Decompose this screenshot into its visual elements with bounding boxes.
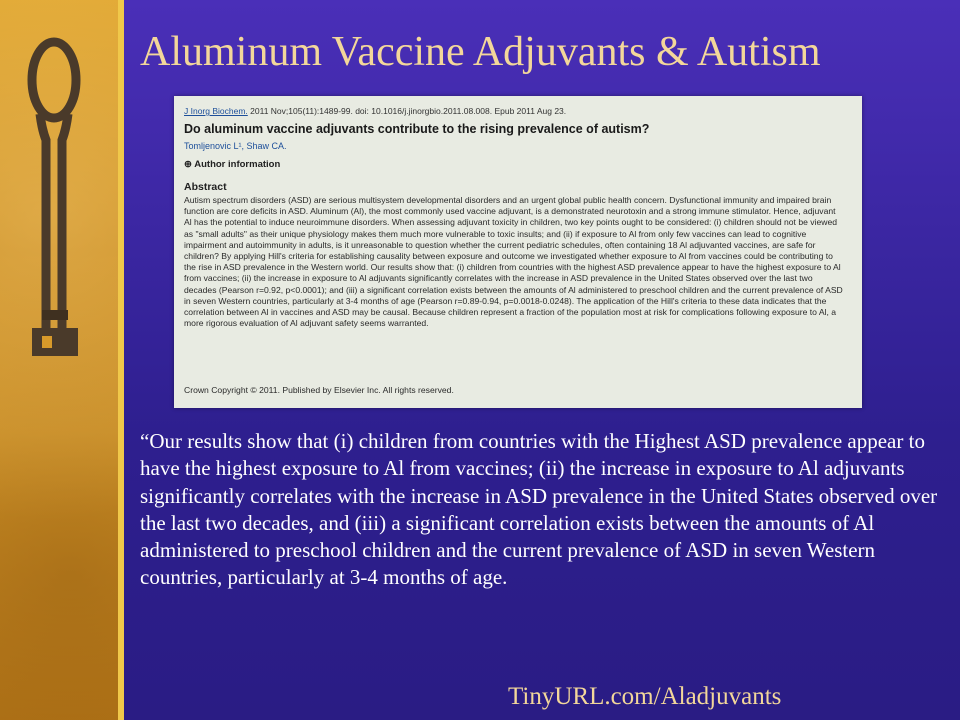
abstract-text: Autism spectrum disorders (ASD) are serious multisystem developmental disorders and an urgent global public health concern. Dysfunctional immunity and impaired brain function are core deficits in ASD. Aluminum (Al), the most commonly used vaccine adjuvant, is a demonstrated neurotoxin and a strong immune stimulator. Hence, adjuvant Al has the potential to induce neuroimmune disorders. When assessing adjuvant toxicity in children, two key points ought to be considered: (i) children should not be viewed as "small adults" as their unique physiology makes them much more vulnerable to toxic insults; and (ii) if exposure to Al from only few vaccines can lead to cognitive impairment and autoimmunity in adults, is it unreasonable to question whether the current pediatric schedules, often containing 18 Al adjuvanted vaccines, are safe for children? By applying Hill's criteria for establishing causality between exposure and outcome we investigated whether exposure to Al from vaccines could be contributing to the rise in ASD prevalence in the Western world. Our results show that: (i) children from countries with the highest ASD prevalence appear to have the highest exposure to Al from vaccines; (ii) the increase in exposure to Al adjuvants significantly correlates with the increase in ASD prevalence in the United States observed over the last two decades (Pearson r=0.92, p<0.0001); and (iii) a significant correlation exists between the amounts of Al administered to preschool children and the current prevalence of ASD in seven Western countries, particularly at 3-4 months of age (Pearson r=0.89-0.94, p=0.0018-0.0248). The application of the Hill's criteria to these data indicates that the correlation between Al in vaccines and ASD may be causal. Because children represent a fraction of the population most at risk for complications following exposure to Al, a more rigorous evaluation of Al adjuvant safety seems warranted. — [184, 195, 843, 329]
paper-abstract-image — [174, 96, 862, 408]
paper-authors[interactable]: Tomljenovic L¹, Shaw CA. — [184, 141, 287, 151]
footer-url[interactable]: TinyURL.com/Aladjuvants — [508, 683, 782, 710]
highlighted-quote: “Our results show that (i) children from countries with the Highest ASD prevalence appear to have the highest exposure to Al from vaccines; (ii) the increase in exposure to Al adjuvants significantly correlates with the increase in ASD prevalence in the United States observed over the last two decades, and (iii) a significant correlation exists between the amounts of Al administered to preschool children and the current prevalence of ASD in seven Western countries, particularly at 3-4 months of age. — [140, 429, 938, 590]
antique-key-icon — [12, 30, 112, 360]
author-information-toggle[interactable]: ⊕ Author information — [184, 159, 281, 170]
paper-title: Do aluminum vaccine adjuvants contribute to the rising prevalence of autism? — [184, 122, 650, 136]
citation-line — [184, 106, 566, 116]
journal-link[interactable]: J Inorg Biochem. — [184, 106, 248, 116]
citation-details: 2011 Nov;105(11):1489-99. doi: 10.1016/j.jinorgbio.2011.08.008. Epub 2011 Aug 23. — [247, 106, 567, 116]
abstract-heading: Abstract — [184, 181, 227, 193]
slide-title: Aluminum Vaccine Adjuvants & Autism — [140, 29, 821, 75]
copyright-notice: Crown Copyright © 2011. Published by Elsevier Inc. All rights reserved. — [184, 385, 454, 395]
